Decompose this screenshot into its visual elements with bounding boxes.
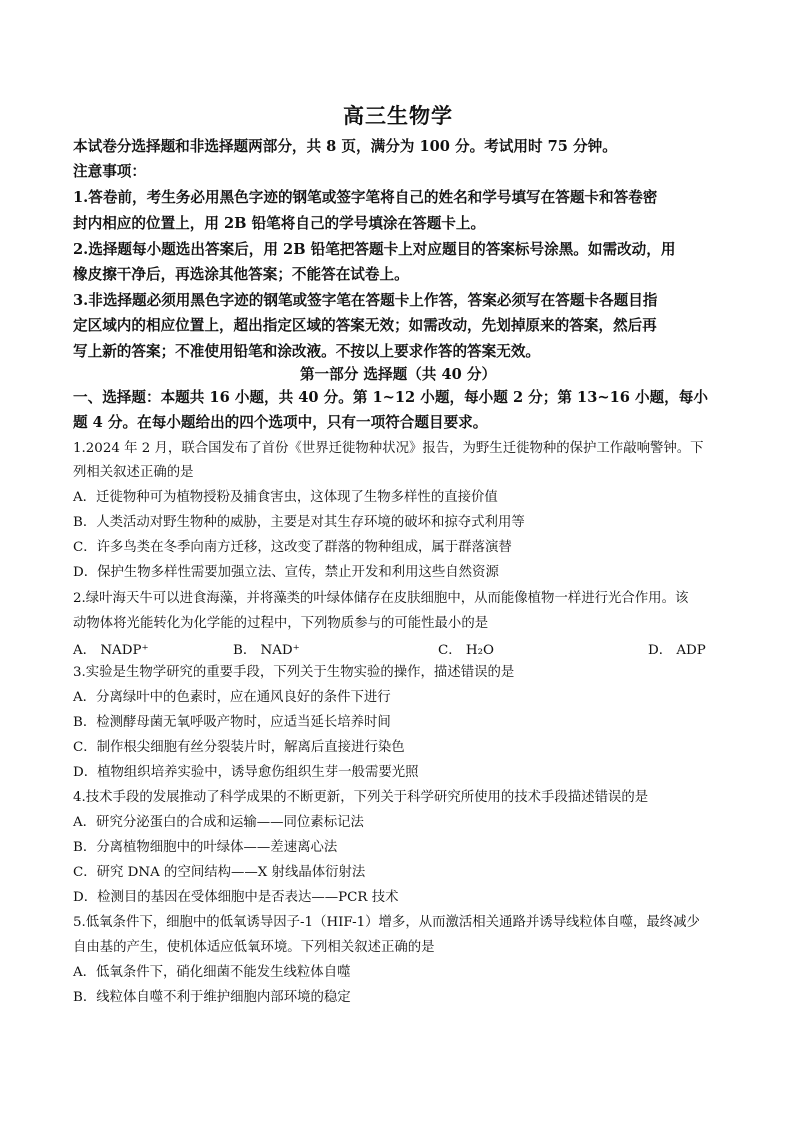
question-2-option-a: A． NADP⁺ <box>73 643 149 658</box>
question-4-option-c: C．研究 DNA 的空间结构——X 射线晶体衍射法 <box>73 865 366 880</box>
notice-line: 写上新的答案；不准使用铅笔和涂改液。不按以上要求作答的答案无效。 <box>73 343 541 360</box>
question-3-option-c: C．制作根尖细胞有丝分裂装片时，解离后直接进行染色 <box>73 740 405 755</box>
section-instruction: 一、选择题：本题共 16 小题，共 40 分。第 1~12 小题，每小题 2 分；第 13~16 小题，每小 <box>73 389 708 406</box>
question-1-option-a: A．迁徙物种可为植物授粉及捕食害虫，这体现了生物多样性的直接价值 <box>73 490 498 505</box>
question-3-option-a: A．分离绿叶中的色素时，应在通风良好的条件下进行 <box>73 690 391 705</box>
question-1-stem: 1.2024 年 2 月，联合国发布了首份《世界迁徙物种状况》报告，为野生迁徙物种的保护工作敲响警钟。下 <box>73 441 704 456</box>
question-4-stem: 4.技术手段的发展推动了科学成果的不断更新，下列关于科学研究所使用的技术手段描述错误的是 <box>73 790 649 805</box>
notice-line: 定区域内的相应位置上，超出指定区域的答案无效；如需改动，先划掉原来的答案，然后再 <box>73 317 657 334</box>
notice-line: 2.选择题每小题选出答案后，用 2B 铅笔把答题卡上对应题目的答案标号涂黑。如需改动，用 <box>73 241 676 258</box>
notice-heading: 注意事项： <box>73 163 146 180</box>
question-3-stem: 3.实验是生物学研究的重要手段，下列关于生物实验的操作，描述错误的是 <box>73 665 515 680</box>
question-2-option-c: C． H₂O <box>438 643 494 658</box>
question-3-option-d: D．植物组织培养实验中，诱导愈伤组织生芽一般需要光照 <box>73 765 419 780</box>
exam-intro: 本试卷分选择题和非选择题两部分，共 8 页，满分为 100 分。考试用时 75 分钟。 <box>73 138 617 155</box>
question-2-option-b: B． NAD⁺ <box>233 643 300 658</box>
question-5-option-b: B．线粒体自噬不利于维护细胞内部环境的稳定 <box>73 990 351 1005</box>
notice-line: 橡皮擦干净后，再选涂其他答案；不能答在试卷上。 <box>73 266 409 283</box>
notice-line: 3.非选择题必须用黑色字迹的钢笔或签字笔在答题卡上作答，答案必须写在答题卡各题目指 <box>73 292 658 309</box>
question-1-option-d: D．保护生物多样性需要加强立法、宣传，禁止开发和利用这些自然资源 <box>73 565 499 580</box>
question-5-stem: 5.低氧条件下，细胞中的低氧诱导因子-1（HIF-1）增多，从而激活相关通路并诱导线粒体自噬，最终减少 <box>73 915 700 930</box>
question-5-option-a: A．低氧条件下，硝化细菌不能发生线粒体自噬 <box>73 965 351 980</box>
question-2-stem: 2.绿叶海天牛可以进食海藻，并将藻类的叶绿体储存在皮肤细胞中，从而能像植物一样进行光合作用。该 <box>73 591 689 606</box>
notice-line: 1.答卷前，考生务必用黑色字迹的钢笔或签字笔将自己的姓名和学号填写在答题卡和答卷密 <box>73 189 658 206</box>
notice-line: 封内相应的位置上，用 2B 铅笔将自己的学号填涂在答题卡上。 <box>73 215 486 232</box>
question-1-option-c: C．许多鸟类在冬季向南方迁移，这改变了群落的物种组成，属于群落演替 <box>73 540 512 555</box>
section-title: 第一部分 选择题（共 40 分） <box>299 366 497 383</box>
section-instruction: 题 4 分。在每小题给出的四个选项中，只有一项符合题目要求。 <box>73 414 488 431</box>
question-5-stem: 自由基的产生，使机体适应低氧环境。下列相关叙述正确的是 <box>73 940 435 955</box>
question-1-stem: 列相关叙述正确的是 <box>73 465 194 480</box>
question-4-option-d: D．检测目的基因在受体细胞中是否表达——PCR 技术 <box>73 890 399 905</box>
question-4-option-a: A．研究分泌蛋白的合成和运输——同位素标记法 <box>73 815 364 830</box>
page-title: 高三生物学 <box>343 103 453 128</box>
question-2-option-d: D． ADP <box>648 643 706 658</box>
question-2-stem: 动物体将光能转化为化学能的过程中，下列物质参与的可能性最小的是 <box>73 616 489 631</box>
question-4-option-b: B．分离植物细胞中的叶绿体——差速离心法 <box>73 840 338 855</box>
question-3-option-b: B．检测酵母菌无氧呼吸产物时，应适当延长培养时间 <box>73 715 391 730</box>
question-1-option-b: B．人类活动对野生物种的威胁，主要是对其生存环境的破坏和掠夺式利用等 <box>73 515 525 530</box>
